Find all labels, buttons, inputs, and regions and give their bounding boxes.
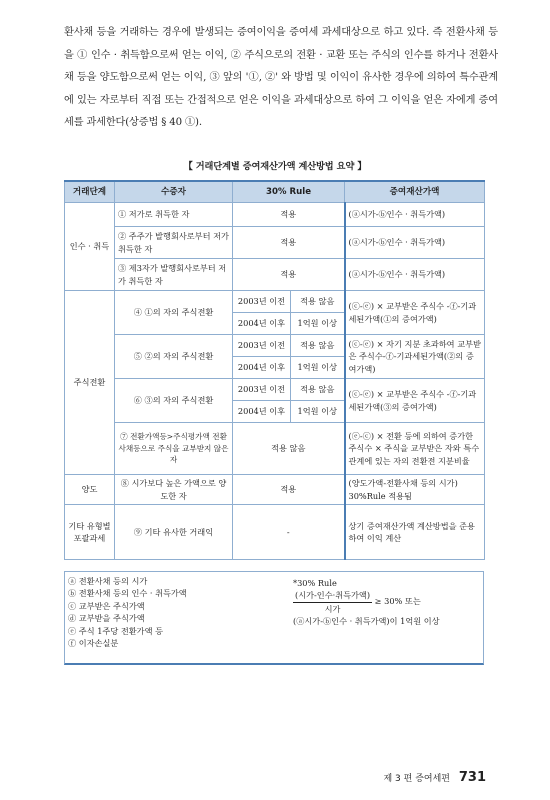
rule-numerator: (시가-인수·취득가액) xyxy=(293,589,372,602)
table-title: 【 거래단계별 증여재산가액 계산방법 요약 】 xyxy=(183,161,367,172)
rule-cell: 적용 xyxy=(233,227,345,259)
legend-item: ⓒ 교부받은 주식가액 xyxy=(68,600,145,611)
value-cell: (ⓒ-ⓔ) × 교부받은 주식수 -ⓕ-기과세된가액(③의 증여가액) xyxy=(345,379,485,423)
header-stage: 거래단계 xyxy=(65,181,115,203)
table-row xyxy=(65,505,485,560)
page-number: 731 xyxy=(458,770,486,785)
rule-definition xyxy=(293,577,483,628)
value-cell: (ⓒ-ⓔ) × 교부받은 주식수 -ⓕ-기과세된가액(①의 증여가액) xyxy=(345,291,485,335)
year-cell: 2003년 이전 xyxy=(233,335,291,357)
value-cell: 상기 증여재산가액 계산방법을 준용하여 이익 계산 xyxy=(345,505,485,560)
table-row xyxy=(65,259,485,291)
recipient-cell: ⑥ ③의 자의 주식전환 xyxy=(115,379,233,423)
header-rule: 30% Rule xyxy=(233,181,345,203)
table-row xyxy=(65,335,485,357)
legend-item: ⓕ 이자손실분 xyxy=(68,638,119,649)
recipient-cell: ⑤ ②의 자의 주식전환 xyxy=(115,335,233,379)
recipient-cell: ② 주주가 발행회사로부터 저가 취득한 자 xyxy=(115,227,233,259)
legend-item: ⓔ 주식 1주당 전환가액 등 xyxy=(68,625,163,636)
rule-cell: - xyxy=(233,505,345,560)
legend-item: ⓐ 전환사채 등의 시가 xyxy=(68,576,148,586)
year-cell: 2004년 이후 xyxy=(233,357,291,379)
rule-cell: 1억원 이상 xyxy=(291,313,345,335)
group-other: 기타 유형별 포괄과세 xyxy=(65,505,115,560)
rule-cell: 적용 xyxy=(233,475,345,505)
rule-cell: 1억원 이상 xyxy=(291,357,345,379)
recipient-cell: ⑨ 기타 유사한 거래익 xyxy=(115,505,233,560)
table-row xyxy=(65,475,485,505)
summary-table xyxy=(64,180,485,560)
rule-cell: 적용 않음 xyxy=(291,291,345,313)
group-conversion: 주식전환 xyxy=(65,291,115,475)
rule-cell: 적용 않음 xyxy=(233,423,345,475)
legend-item: ⓑ 전환사채 등의 인수 · 취득가액 xyxy=(68,588,187,599)
rule-formula xyxy=(293,589,483,615)
value-cell: (ⓔ-ⓒ) × 전환 등에 의하여 증가한 주식수 × 주식을 교부받은 자와 특수관계에 있는 자의 전환전 지분비율 xyxy=(345,423,485,475)
header-value: 증여재산가액 xyxy=(345,181,485,203)
recipient-cell: ④ ①의 자의 주식전환 xyxy=(115,291,233,335)
page-footer xyxy=(384,770,487,785)
rule-alternative: (ⓐ시가-ⓑ인수 · 취득가액)이 1억원 이상 xyxy=(293,616,440,627)
recipient-cell: ⑦ 전환가액등>주식평가액 전환사채등으로 주식을 교부받지 않은 자 xyxy=(115,423,233,475)
table-row xyxy=(65,203,485,227)
rule-cell: 적용 xyxy=(233,259,345,291)
year-cell: 2003년 이전 xyxy=(233,379,291,401)
intro-paragraph: 환사채 등을 거래하는 경우에 발생되는 증여이익을 증여세 과세대상으로 하고 있다. 즉 전환사채 등을 ① 인수 · 취득함으로써 얻는 이익, ② 주식으로의 전환 · 교환 또는 주식의 인수를 하거나 전환사채 등을 양도함으로써 얻는 이익, ③ 앞의 '①, ②' 와 방법 및 이익이 유사한 경우에 의하여 특수관계에 있는 자로부터 직접 또는 간접적으로 얻은 이익을 과세대상으로 하여 그 이익을 얻은 자에게 증여세를 과세한다(상증법 § 40 ①). xyxy=(64,27,498,129)
rule-cell: 적용 않음 xyxy=(291,335,345,357)
header-recipient: 수증자 xyxy=(115,181,233,203)
rule-denominator: 시가 xyxy=(324,603,341,614)
legend-list xyxy=(68,575,280,649)
rule-cell: 1억원 이상 xyxy=(291,401,345,423)
year-cell: 2004년 이후 xyxy=(233,313,291,335)
table-row xyxy=(65,227,485,259)
table-row xyxy=(65,379,485,401)
year-cell: 2003년 이전 xyxy=(233,291,291,313)
value-cell: (ⓒ-ⓔ) × 자기 지분 초과하여 교부받은 주식수-ⓕ-기과세된가액(②의 증여가액) xyxy=(345,335,485,379)
value-cell: (ⓐ시가-ⓑ인수 · 취득가액) xyxy=(345,259,485,291)
value-cell: (ⓐ시가-ⓑ인수 · 취득가액) xyxy=(345,203,485,227)
year-cell: 2004년 이후 xyxy=(233,401,291,423)
rule-cell: 적용 xyxy=(233,203,345,227)
value-cell: (양도가액-전환사채 등의 시가) 30%Rule 적용됨 xyxy=(345,475,485,505)
table-row xyxy=(65,423,485,475)
rule-fraction xyxy=(293,589,372,615)
footer-section: 제 3 편 증여세편 xyxy=(383,774,450,784)
rule-cell: 적용 않음 xyxy=(291,379,345,401)
legend-item: ⓓ 교부받을 주식가액 xyxy=(68,613,145,624)
rule-condition: ≥ 30% 또는 xyxy=(374,596,421,607)
legend-notes xyxy=(64,571,484,665)
value-cell: (ⓐ시가-ⓑ인수 · 취득가액) xyxy=(345,227,485,259)
table-header-row xyxy=(65,181,485,203)
recipient-cell: ③ 제3자가 발행회사로부터 저가 취득한 자 xyxy=(115,259,233,291)
table-row xyxy=(65,291,485,313)
rule-title: *30% Rule xyxy=(293,578,337,588)
recipient-cell: ① 저가로 취득한 자 xyxy=(115,203,233,227)
recipient-cell: ⑧ 시가보다 높은 가액으로 양도한 자 xyxy=(115,475,233,505)
group-acquisition: 인수 · 취득 xyxy=(65,203,115,291)
group-transfer: 양도 xyxy=(65,475,115,505)
